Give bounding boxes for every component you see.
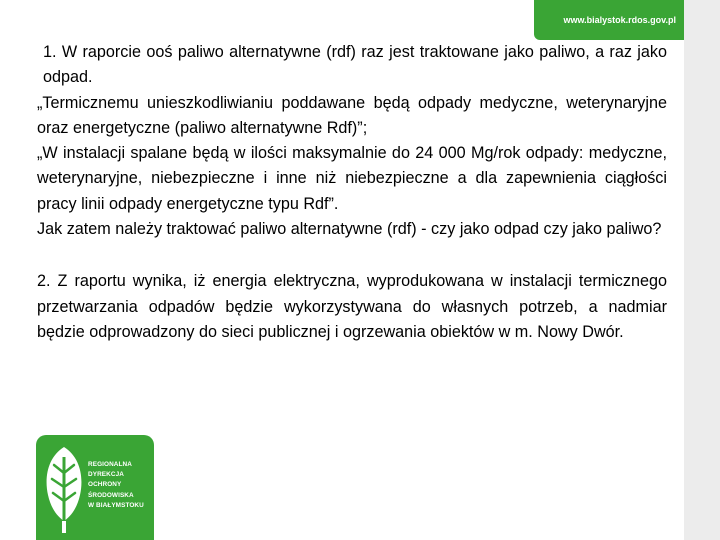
paragraph-question-2: 2. Z raportu wynika, iż energia elektryczna, wyprodukowana w instalacji termicznego przetwarzania odpadów będzie wykorzystywana do własnych potrzeb, a nadmiar będzie odprowadzony do sieci publicznej i ogrzewania obiektów w m. Nowy Dwór. <box>37 272 667 341</box>
right-edge-band <box>684 0 720 540</box>
logo-text <box>88 460 152 511</box>
website-url-banner <box>534 0 684 40</box>
logo-line: DYREKCJA <box>88 471 124 479</box>
leaf-icon <box>40 443 88 535</box>
logo-line: OCHRONY <box>88 481 122 489</box>
website-url: www.bialystok.rdos.gov.pl <box>563 15 676 25</box>
logo-line: ŚRODOWISKA <box>88 491 134 499</box>
logo-line: W BIAŁYMSTOKU <box>88 501 144 509</box>
quote-paragraph-2: „W instalacji spalane będą w ilości maksymalnie do 24 000 Mg/rok odpady: medyczne, weterynaryjne, niebezpieczne i inne niż niebezpieczne a dla zapewnienia ciągłości pracy linii odpady energetyczne typu Rdf”. <box>37 144 667 213</box>
rdos-logo <box>36 435 154 540</box>
slide-body <box>37 40 667 345</box>
paragraph-spacer <box>37 242 667 269</box>
paragraph-question-1: 1. W raporcie ooś paliwo alternatywne (rdf) raz jest traktowane jako paliwo, a raz jako odpad. <box>43 43 667 87</box>
quote-paragraph-1: „Termicznemu unieszkodliwianiu poddawane będą odpady medyczne, weterynaryjne oraz energetyczne (paliwo alternatywne Rdf)”; <box>37 93 667 137</box>
logo-line: REGIONALNA <box>88 461 132 468</box>
question-paragraph: Jak zatem należy traktować paliwo alternatywne (rdf) - czy jako odpad czy jako paliwo? <box>37 220 662 239</box>
